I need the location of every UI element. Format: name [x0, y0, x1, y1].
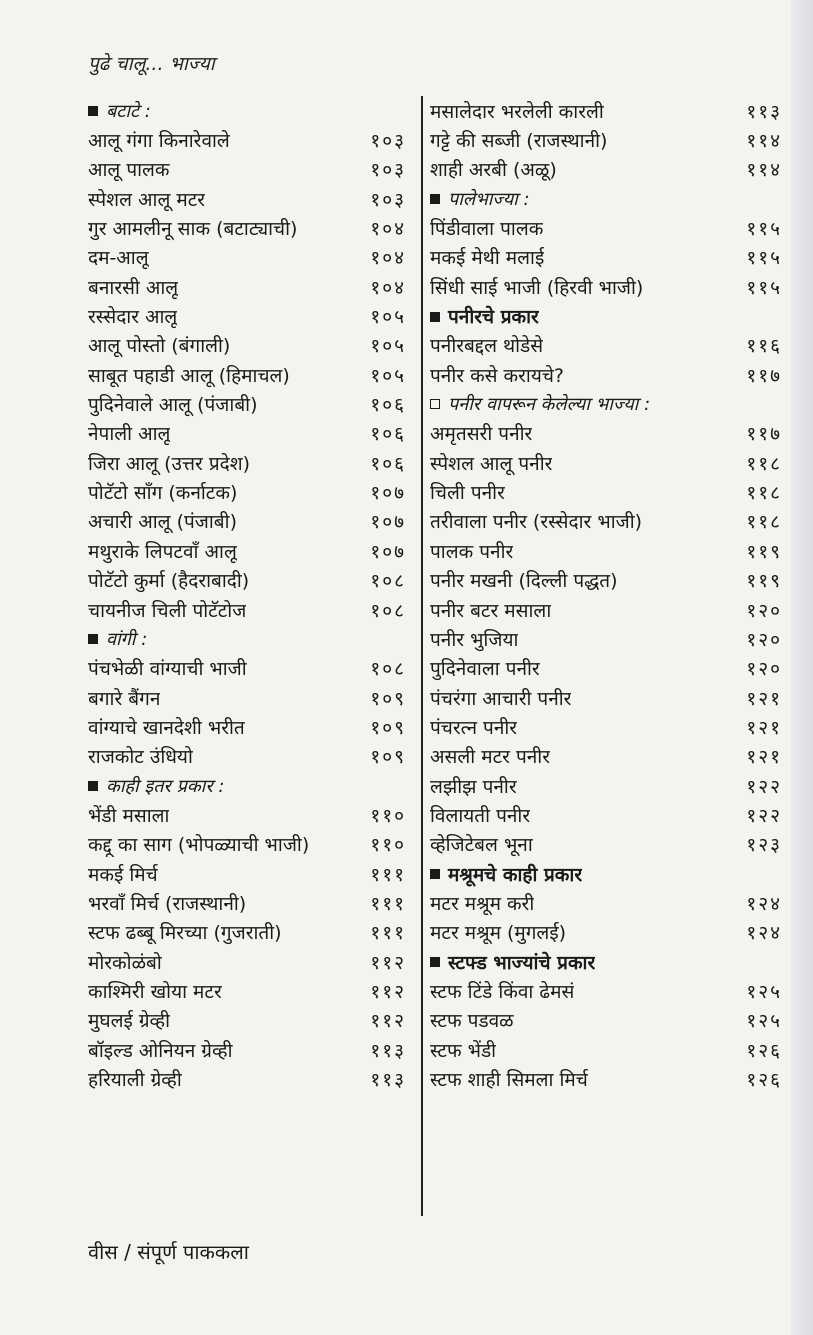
toc-entry-title: असली मटर पनीर — [430, 746, 550, 769]
toc-entry-title: भेंडी मसाला — [88, 804, 170, 827]
toc-entry-title: चायनीज चिली पोटॅटोज — [88, 599, 247, 622]
toc-entry — [88, 507, 406, 536]
toc-entry-page: १०९ — [370, 716, 406, 739]
toc-entry-title: पनीर भुजिया — [430, 628, 519, 651]
toc-entry-page: ११० — [370, 804, 406, 827]
toc-entry-page: १०५ — [370, 364, 406, 387]
toc-entry-title: पनीर मखनी (दिल्ली पद्धत) — [430, 570, 618, 593]
toc-entry-page: १०९ — [370, 746, 406, 769]
toc-entry — [430, 331, 782, 360]
toc-entry — [88, 184, 406, 213]
toc-entry-title: दम-आलू — [88, 247, 149, 270]
section-heading-label — [430, 392, 650, 416]
toc-entry-page: १०७ — [370, 482, 406, 505]
toc-entry-title: अमृतसरी पनीर — [430, 423, 533, 446]
toc-entry-page: १०५ — [370, 335, 406, 358]
toc-entry-title: आलू गंगा किनारेवाले — [88, 130, 230, 153]
column-divider — [421, 96, 423, 1216]
section-heading — [430, 301, 782, 330]
toc-entry-title: काश्मिरी खोया मटर — [88, 980, 222, 1003]
toc-entry-page: ११७ — [746, 423, 782, 446]
toc-entry — [88, 448, 406, 477]
toc-entry — [430, 419, 782, 448]
toc-entry-page: ११८ — [746, 482, 782, 505]
section-heading-text: स्टफ्ड भाज्यांचे प्रकार — [448, 951, 596, 974]
toc-entry-title: बॉइल्ड ओनियन ग्रेव्ही — [88, 1039, 233, 1062]
toc-entry-title: बनारसी आलू — [88, 276, 179, 299]
toc-entry-title: पिंडीवाला पालक — [430, 218, 544, 241]
toc-entry-title: पालक पनीर — [430, 540, 514, 563]
toc-entry-page: १०८ — [370, 570, 406, 593]
toc-entry-title: पंचरत्न पनीर — [430, 716, 518, 739]
toc-entry — [430, 800, 782, 829]
toc-entry-page: १२१ — [746, 687, 782, 710]
filled-square-bullet-icon — [88, 106, 98, 116]
section-heading-text: काही इतर प्रकार : — [106, 775, 225, 797]
filled-square-bullet-icon — [430, 312, 440, 322]
toc-entry-page: १११ — [370, 863, 406, 886]
section-heading-text: पनीरचे प्रकार — [448, 306, 539, 329]
toc-entry — [430, 976, 782, 1005]
toc-entry — [88, 125, 406, 154]
filled-square-bullet-icon — [430, 869, 440, 879]
toc-entry — [430, 536, 782, 565]
section-heading — [430, 184, 782, 213]
toc-entry-title: पनीरबद्दल थोडेसे — [430, 335, 544, 358]
toc-entry-title: मटर मश्रूम करी — [430, 892, 535, 915]
toc-entry-page: १०६ — [370, 394, 406, 417]
toc-entry-page: ११८ — [746, 452, 782, 475]
toc-entry — [88, 331, 406, 360]
toc-entry — [430, 448, 782, 477]
toc-entry-page: ११५ — [746, 276, 782, 299]
toc-entry — [88, 800, 406, 829]
toc-entry — [88, 712, 406, 741]
toc-entry — [88, 419, 406, 448]
toc-entry — [430, 507, 782, 536]
toc-entry-page: १२६ — [746, 1069, 782, 1092]
toc-entry — [88, 742, 406, 771]
toc-entry — [88, 272, 406, 301]
toc-entry-page: ११७ — [746, 364, 782, 387]
toc-entry-page: ११३ — [746, 100, 782, 123]
toc-entry-title: स्पेशल आलू मटर — [88, 188, 206, 211]
toc-entry-title: कद्दू का साग (भोपळ्याची भाजी) — [88, 834, 310, 857]
toc-entry-page: ११९ — [746, 540, 782, 563]
toc-entry — [430, 830, 782, 859]
toc-entry-page: ११४ — [746, 159, 782, 182]
toc-entry-page: १०४ — [370, 247, 406, 270]
toc-entry-page: ११४ — [746, 130, 782, 153]
toc-entry-page: १०६ — [370, 452, 406, 475]
toc-entry-page: १२४ — [746, 892, 782, 915]
toc-entry-title: नेपाली आलू — [88, 423, 171, 446]
open-square-bullet-icon — [430, 399, 440, 409]
toc-entry — [88, 536, 406, 565]
toc-entry-title: स्पेशल आलू पनीर — [430, 452, 553, 475]
toc-entry-title: अचारी आलू (पंजाबी) — [88, 511, 237, 534]
toc-entry-page: ११२ — [370, 980, 406, 1003]
toc-entry-title: पोटॅटो साँग (कर्नाटक) — [88, 482, 238, 505]
toc-entry-page: ११६ — [746, 335, 782, 358]
left-column — [88, 96, 406, 1094]
toc-entry-title: वांग्याचे खानदेशी भरीत — [88, 716, 245, 739]
toc-entry — [430, 888, 782, 917]
page-footer: वीस / संपूर्ण पाककला — [88, 1240, 249, 1264]
toc-entry — [88, 859, 406, 888]
toc-entry-page: १२१ — [746, 746, 782, 769]
toc-entry-title: लझीझ पनीर — [430, 775, 517, 798]
toc-entry-title: जिरा आलू (उत्तर प्रदेश) — [88, 452, 251, 475]
toc-entry-title: व्हेजिटेबल भूना — [430, 834, 533, 857]
toc-entry-page: १२६ — [746, 1039, 782, 1062]
toc-entry-title: रस्सेदार आलू — [88, 306, 178, 329]
section-heading-label — [430, 949, 595, 975]
toc-entry-page: ११९ — [746, 570, 782, 593]
toc-entry-title: गट्टे की सब्जी (राजस्थानी) — [430, 130, 608, 153]
toc-entry-page: १०७ — [370, 540, 406, 563]
toc-entry — [88, 1035, 406, 1064]
section-heading — [430, 859, 782, 888]
toc-entry-page: ११० — [370, 834, 406, 857]
toc-entry-page: ११३ — [370, 1069, 406, 1092]
toc-entry — [430, 213, 782, 242]
toc-entry-title: बगारे बैंगन — [88, 687, 161, 710]
toc-entry — [430, 155, 782, 184]
toc-entry — [88, 389, 406, 418]
section-heading-label — [430, 861, 582, 887]
toc-entry-page: १२० — [746, 658, 782, 681]
toc-entry — [430, 272, 782, 301]
toc-entry — [430, 243, 782, 272]
section-heading-text: पालेभाज्या : — [448, 188, 530, 210]
toc-entry — [88, 360, 406, 389]
toc-entry-title: पनीर बटर मसाला — [430, 599, 552, 622]
toc-entry — [430, 1006, 782, 1035]
toc-entry-page: १०६ — [370, 423, 406, 446]
toc-entry-page: १०९ — [370, 687, 406, 710]
toc-entry-title: स्टफ भेंडी — [430, 1039, 497, 1062]
filled-square-bullet-icon — [430, 957, 440, 967]
toc-entry-title: मटर मश्रूम (मुगलई) — [430, 922, 567, 945]
toc-entry — [430, 125, 782, 154]
toc-entry-page: ११२ — [370, 951, 406, 974]
right-column — [430, 96, 782, 1094]
toc-entry-title: पुदिनेवाला पनीर — [430, 658, 540, 681]
toc-entry-title: पनीर कसे करायचे? — [430, 364, 564, 387]
filled-square-bullet-icon — [88, 781, 98, 791]
filled-square-bullet-icon — [88, 634, 98, 644]
toc-entry-title: मसालेदार भरलेली कारली — [430, 100, 604, 123]
toc-entry-page: १२१ — [746, 716, 782, 739]
toc-entry-title: राजकोट उंधियो — [88, 746, 193, 769]
toc-entry-page: १११ — [370, 892, 406, 915]
toc-entry — [430, 566, 782, 595]
toc-entry-page: १२५ — [746, 1010, 782, 1033]
toc-entry-title: पंचभेळी वांग्याची भाजी — [88, 658, 247, 681]
toc-entry-title: भरवाँ मिर्च (राजस्थानी) — [88, 892, 247, 915]
section-heading-text: पनीर वापरून केलेल्या भाज्या : — [448, 394, 651, 416]
section-heading-label — [88, 774, 225, 798]
toc-entry-page: १०४ — [370, 276, 406, 299]
section-heading-text: मश्रूमचे काही प्रकार — [448, 863, 583, 886]
toc-entry — [430, 1064, 782, 1093]
section-heading — [88, 624, 406, 653]
toc-entry-page: १११ — [370, 922, 406, 945]
toc-entry — [88, 947, 406, 976]
toc-entry-page: ११२ — [370, 1010, 406, 1033]
toc-entry — [430, 360, 782, 389]
section-heading — [88, 771, 406, 800]
toc-entry — [88, 654, 406, 683]
toc-entry — [88, 1006, 406, 1035]
toc-entry-title: मकई मेथी मलाई — [430, 247, 545, 270]
toc-entry — [430, 683, 782, 712]
toc-entry-page: १२५ — [746, 980, 782, 1003]
toc-entry — [88, 155, 406, 184]
page-edge — [791, 0, 813, 1335]
toc-entry-page: १०७ — [370, 511, 406, 534]
toc-entry — [430, 918, 782, 947]
toc-entry — [430, 654, 782, 683]
toc-entry — [430, 1035, 782, 1064]
section-heading — [88, 96, 406, 125]
toc-entry-title: स्टफ ढब्बू मिरच्या (गुजराती) — [88, 922, 282, 945]
toc-entry — [430, 96, 782, 125]
section-heading-label — [88, 627, 147, 651]
toc-entry-title: पोटॅटो कुर्मा (हैदराबादी) — [88, 570, 250, 593]
toc-entry — [88, 1064, 406, 1093]
toc-entry-title: मकई मिर्च — [88, 863, 158, 886]
toc-entry — [430, 742, 782, 771]
toc-entry-page: ११३ — [370, 1039, 406, 1062]
toc-entry-page: १०४ — [370, 218, 406, 241]
toc-entry — [430, 712, 782, 741]
section-heading-label — [430, 303, 539, 329]
toc-entry-title: हरियाली ग्रेव्ही — [88, 1069, 182, 1092]
toc-entry-page: ११८ — [746, 511, 782, 534]
toc-entry — [430, 624, 782, 653]
section-heading — [430, 947, 782, 976]
toc-entry — [88, 566, 406, 595]
toc-entry-page: १२४ — [746, 922, 782, 945]
toc-entry-page: १२२ — [746, 804, 782, 827]
toc-entry-title: स्टफ टिंडे किंवा ढेमसं — [430, 980, 575, 1003]
section-heading-text: बटाटे : — [106, 100, 151, 122]
toc-entry-title: शाही अरबी (अळू) — [430, 159, 557, 182]
section-heading-label — [88, 99, 151, 123]
toc-entry-page: ११५ — [746, 247, 782, 270]
section-heading — [430, 389, 782, 418]
toc-entry-title: सिंधी साई भाजी (हिरवी भाजी) — [430, 276, 644, 299]
toc-entry-page: ११५ — [746, 218, 782, 241]
running-head: पुढे चालू... भाज्या — [88, 53, 215, 75]
toc-entry-page: १०८ — [370, 599, 406, 622]
toc-entry-title: मुघलई ग्रेव्ही — [88, 1010, 171, 1033]
toc-entry-page: १०३ — [370, 188, 406, 211]
toc-entry — [430, 771, 782, 800]
section-heading-text: वांगी : — [106, 628, 148, 650]
toc-entry-page: १२० — [746, 599, 782, 622]
toc-entry-title: आलू पालक — [88, 159, 170, 182]
toc-entry — [88, 477, 406, 506]
toc-entry-page: १०३ — [370, 159, 406, 182]
toc-entry — [88, 918, 406, 947]
toc-entry — [430, 477, 782, 506]
section-heading-label — [430, 187, 530, 211]
toc-entry — [88, 595, 406, 624]
toc-entry-title: पुदिनेवाले आलू (पंजाबी) — [88, 394, 258, 417]
toc-entry — [88, 213, 406, 242]
toc-entry-title: गुर आमलीनू साक (बटाट्याची) — [88, 218, 298, 241]
toc-entry-title: चिली पनीर — [430, 482, 505, 505]
toc-entry — [88, 301, 406, 330]
toc-entry — [88, 243, 406, 272]
toc-entry-title: साबूत पहाडी आलू (हिमाचल) — [88, 364, 290, 387]
toc-entry-title: स्टफ शाही सिमला मिर्च — [430, 1069, 588, 1092]
toc-entry-page: १०३ — [370, 130, 406, 153]
toc-entry-title: तरीवाला पनीर (रस्सेदार भाजी) — [430, 511, 643, 534]
toc-entry-title: मोरकोळंबो — [88, 951, 162, 974]
toc-entry-title: आलू पोस्तो (बंगाली) — [88, 335, 231, 358]
toc-entry-title: विलायती पनीर — [430, 804, 531, 827]
toc-entry-page: १२२ — [746, 775, 782, 798]
toc-entry — [88, 888, 406, 917]
toc-entry-page: १०८ — [370, 658, 406, 681]
toc-entry-page: १०५ — [370, 306, 406, 329]
toc-entry-title: स्टफ पडवळ — [430, 1010, 514, 1033]
toc-entry — [430, 595, 782, 624]
toc-entry — [88, 830, 406, 859]
toc-entry — [88, 683, 406, 712]
toc-entry-page: १२३ — [746, 834, 782, 857]
toc-entry — [88, 976, 406, 1005]
toc-entry-title: पंचरंगा आचारी पनीर — [430, 687, 572, 710]
toc-entry-page: १२० — [746, 628, 782, 651]
toc-entry-title: मथुराके लिपटवाँ आलू — [88, 540, 237, 563]
filled-square-bullet-icon — [430, 194, 440, 204]
